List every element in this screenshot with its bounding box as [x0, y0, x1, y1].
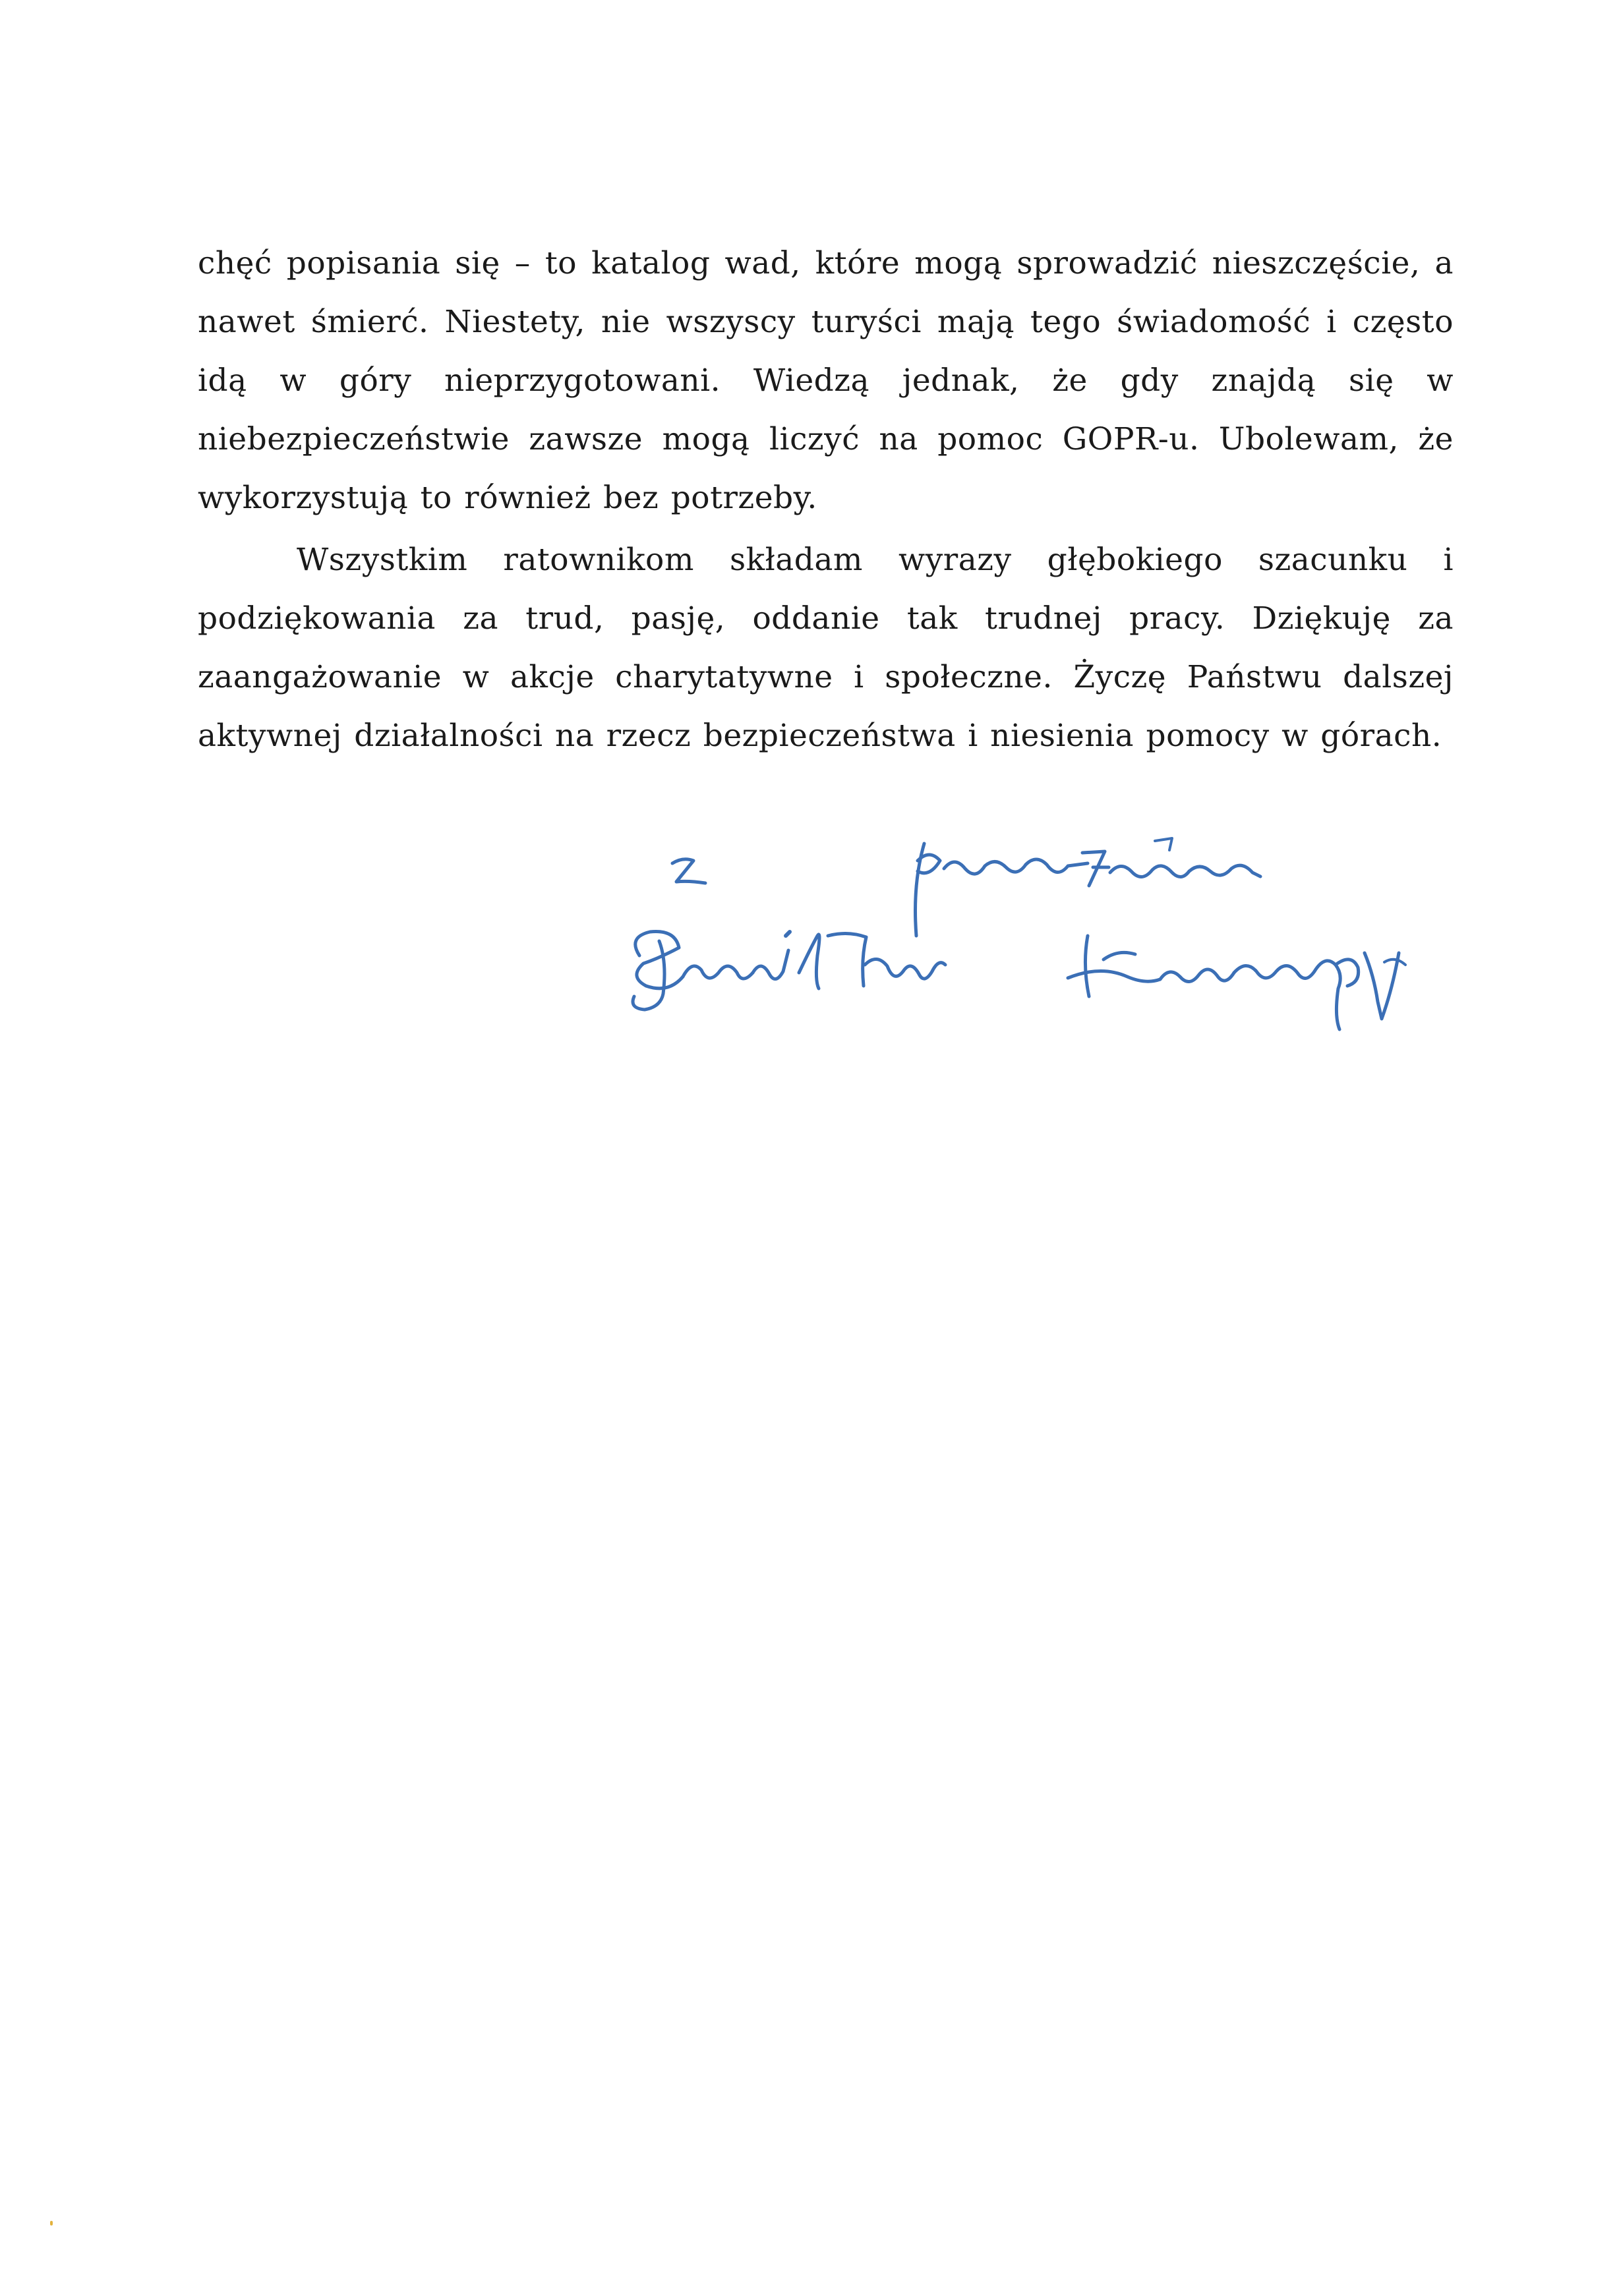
letter-paragraph-1: chęć popisania się – to katalog wad, które mogą sprowadzić nieszczęście, a nawet śmierć. Niestety, nie wszyscy turyści mają tego świadomość i często idą w góry nieprzygotowani. Wiedzą jednak, że gdy znajdą się w niebezpieczeństwie zawsze mogą liczyć na pomoc GOPR-u. Ubolewam, że wykorzystują to również bez potrzeby. — [198, 245, 1454, 516]
handwritten-signature — [620, 824, 1477, 1074]
signature-drawing — [620, 824, 1477, 1074]
letter-paragraph-2: Wszystkim ratownikom składam wyrazy głębokiego szacunku i podziękowania za trud, pasję, oddanie tak trudnej pracy. Dziękuję za zaangażowanie w akcje charytatywne i społeczne. Życzę Państwu dalszej aktywnej działalności na rzecz bezpieczeństwa i niesienia pomocy w górach. — [198, 542, 1454, 754]
letter-body — [198, 234, 1454, 765]
scan-artifact — [50, 2221, 53, 2225]
